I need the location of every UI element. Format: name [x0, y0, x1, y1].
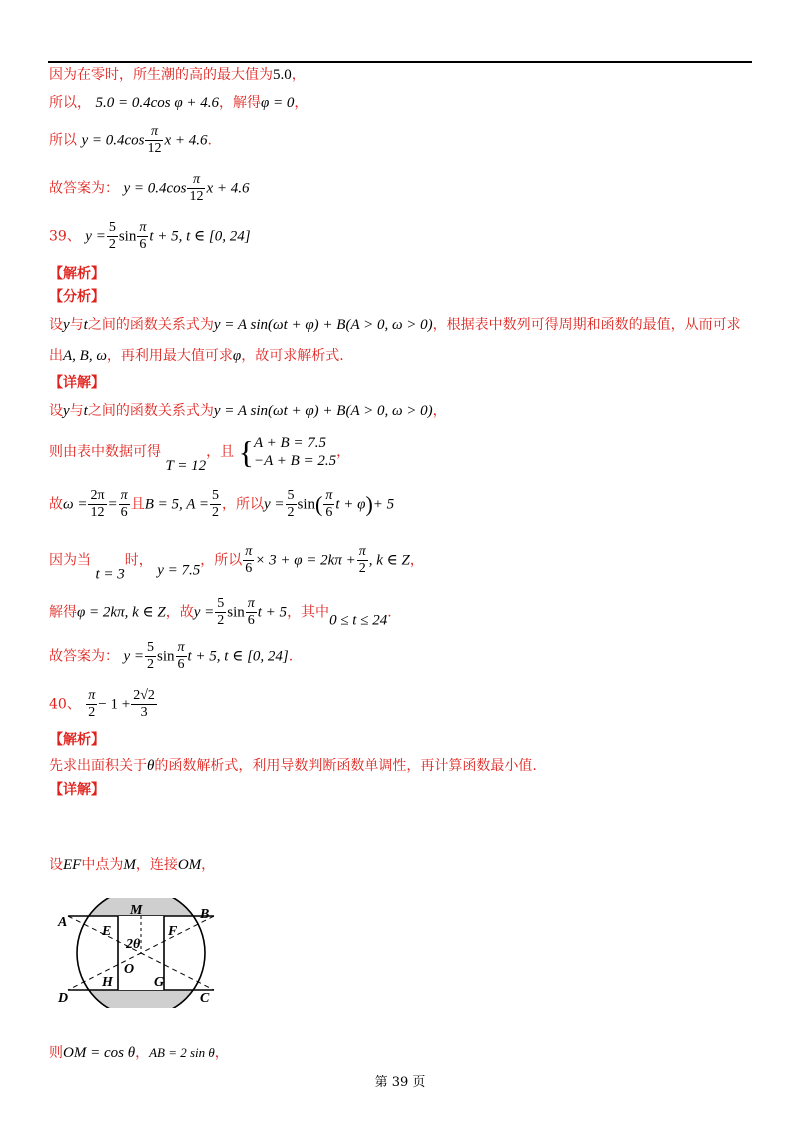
question-number: 39、 — [49, 228, 81, 245]
numerator: π — [120, 488, 128, 503]
math: φ = 0 — [261, 95, 295, 111]
math: = — [107, 496, 118, 513]
line-max-value — [49, 66, 306, 84]
text: 时， — [124, 552, 153, 569]
text: . — [387, 604, 392, 621]
text: ，故 — [165, 604, 194, 621]
numerator: 5 — [146, 640, 154, 655]
denominator: 2 — [287, 505, 295, 520]
denominator: 6 — [120, 505, 128, 520]
numerator: π — [139, 220, 147, 235]
text: ， — [336, 444, 351, 460]
text: 因为在零时，所生潮的高的最大值为 — [49, 67, 273, 83]
math: y = — [123, 648, 144, 665]
xiangjie-line-5 — [49, 596, 392, 630]
numerator: 5 — [211, 488, 219, 503]
label-H: H — [102, 975, 113, 990]
denominator: 2 — [88, 705, 96, 720]
math: , k ∈ Z — [368, 552, 410, 569]
math: sin — [118, 228, 137, 245]
math: 5.0 — [273, 67, 292, 83]
fenxi-line-1 — [49, 316, 741, 334]
denominator: 3 — [140, 705, 148, 720]
text: 设 — [49, 403, 63, 419]
numerator: π — [88, 688, 96, 703]
q39-final-answer — [49, 640, 293, 673]
fraction — [88, 488, 106, 521]
fraction — [286, 488, 297, 521]
fraction — [215, 596, 226, 629]
numerator: π — [145, 124, 163, 141]
denominator: 6 — [245, 561, 253, 576]
numerator: π — [245, 544, 253, 559]
numerator: 5 — [287, 488, 295, 503]
denominator: 2 — [217, 613, 225, 628]
fraction — [187, 172, 205, 205]
denominator: 6 — [177, 657, 185, 672]
text: ，根据表中数列可得周期和函数的最值，从而可求 — [432, 317, 741, 333]
text: ，故可求解析式. — [241, 348, 344, 364]
label-A: A — [58, 915, 68, 930]
xiangjie-line-3 — [49, 488, 394, 521]
text: ，解得 — [219, 95, 261, 111]
paren: ( — [315, 491, 323, 517]
math: y = — [193, 604, 215, 621]
fraction — [131, 688, 157, 721]
math: t + 5, t ∈ [0, 24] — [149, 228, 251, 245]
text: 故答案为： — [49, 180, 119, 197]
fraction — [107, 220, 118, 253]
math: M — [123, 857, 136, 873]
math: EF — [63, 857, 82, 873]
denominator: 12 — [90, 505, 105, 520]
math: t + 5 — [257, 604, 288, 621]
tag-jiexi-40: 【解析】 — [49, 732, 105, 748]
geometry-figure — [56, 898, 226, 1008]
text: . — [207, 132, 212, 149]
text: 所以， — [49, 95, 91, 111]
denominator: 2 — [358, 561, 366, 576]
q40-answer — [49, 688, 158, 721]
text: ， — [409, 552, 424, 569]
text: ，所以 — [200, 552, 243, 569]
text: ，所以 — [221, 496, 264, 513]
math: t + 5, t ∈ [0, 24] — [187, 648, 289, 665]
text: 解得 — [49, 604, 77, 621]
paren: ) — [365, 491, 373, 517]
fraction — [210, 488, 221, 521]
math: − 1 + — [98, 696, 131, 713]
label-angle: 2θ — [126, 937, 141, 952]
math: x + 4.6 — [206, 180, 250, 197]
math: sin — [297, 496, 316, 513]
page-number: 第 39 页 — [374, 1075, 426, 1090]
xiangjie-line-4 — [49, 544, 424, 584]
text: ， — [432, 403, 447, 419]
math: x + 4.6 — [164, 132, 208, 149]
numerator: π — [187, 172, 205, 189]
text: ， — [214, 1045, 229, 1061]
tag-jiexi: 【解析】 — [49, 266, 105, 282]
text: 与 — [69, 317, 84, 333]
math: φ — [232, 348, 242, 364]
label-F: F — [168, 924, 178, 939]
fenxi-line-2 — [49, 347, 344, 365]
numerator: π — [247, 596, 255, 611]
numerator: π — [177, 640, 185, 655]
text: 中点为 — [81, 857, 124, 873]
math: B = 5, A = — [144, 496, 209, 513]
tag-xiangjie: 【详解】 — [49, 375, 105, 391]
math: t — [83, 317, 88, 333]
math: ω = — [63, 496, 88, 513]
denominator: 6 — [139, 237, 147, 252]
math: y = — [85, 228, 106, 245]
text: 故 — [49, 496, 63, 513]
text: . — [288, 648, 294, 665]
text: 所以 — [49, 132, 77, 149]
xiangjie-line-2 — [49, 434, 350, 475]
text: ， — [201, 857, 216, 873]
text: 则由表中数据可得 — [49, 444, 161, 460]
text: 设 — [49, 857, 63, 873]
math: 5.0 = 0.4cos φ + 4.6 — [95, 95, 219, 111]
math: sin — [227, 604, 245, 621]
text: 先求出面积关于 — [49, 758, 147, 774]
denominator: 2 — [108, 237, 116, 252]
xiangjie-40-line-1 — [49, 856, 215, 874]
math: y = — [263, 496, 285, 513]
text: 因为当 — [49, 552, 91, 569]
question-number: 40、 — [49, 696, 81, 713]
label-O: O — [124, 962, 135, 977]
fraction — [119, 488, 130, 521]
header-rule — [48, 61, 752, 63]
numerator: 5 — [217, 596, 225, 611]
math: × 3 + φ = 2kπ + — [255, 552, 356, 569]
equation: −A + B = 2.5 — [253, 453, 337, 469]
denominator: 2 — [146, 657, 154, 672]
fraction — [86, 688, 97, 721]
label-E: E — [102, 924, 112, 939]
fraction — [176, 640, 187, 673]
text: ，且 — [206, 444, 235, 460]
q39-answer — [49, 220, 251, 253]
math: 0 ≤ t ≤ 24 — [329, 612, 388, 629]
label-D: D — [58, 991, 69, 1006]
label-G: G — [154, 975, 165, 990]
numerator: π — [325, 488, 333, 503]
math: t — [83, 403, 88, 419]
text: 设 — [49, 317, 63, 333]
text: 的函数解析式，利用导数判断函数单调性，再计算函数最小值. — [154, 758, 537, 774]
denominator: 6 — [325, 505, 333, 520]
denominator: 12 — [189, 189, 204, 204]
math: y = 7.5 — [157, 562, 201, 579]
equation-system — [254, 434, 336, 470]
math: θ — [147, 758, 155, 774]
brace: { — [238, 434, 254, 470]
text: 且 — [130, 496, 145, 513]
numerator: π — [358, 544, 366, 559]
text: 则 — [49, 1045, 63, 1061]
math: y — [63, 317, 70, 333]
math: A, B, ω — [63, 348, 107, 364]
fraction — [145, 124, 163, 157]
text: ，连接 — [135, 857, 178, 873]
tag-xiangjie-40: 【详解】 — [49, 782, 105, 798]
denominator: 6 — [247, 613, 255, 628]
math: AB = 2 sin θ — [149, 1045, 215, 1060]
math: y — [63, 403, 70, 419]
math: T = 12 — [165, 458, 207, 474]
xiangjie-line-1 — [49, 402, 447, 420]
line-solve-phi — [49, 94, 308, 112]
math: y = A sin(ωt + φ) + B(A > 0, ω > 0) — [213, 317, 433, 333]
math: + 5 — [372, 496, 395, 513]
math: y = A sin(ωt + φ) + B(A > 0, ω > 0) — [213, 403, 433, 419]
fraction — [357, 544, 368, 577]
text: ， — [291, 67, 306, 83]
math: t + φ — [335, 496, 366, 513]
text: 之间的函数关系式为 — [87, 317, 214, 333]
label-C: C — [200, 991, 210, 1006]
fraction — [246, 596, 257, 629]
math: OM = cos θ — [63, 1045, 136, 1061]
text: ， — [135, 1045, 150, 1061]
math: y = 0.4cos — [81, 132, 145, 149]
text: ，其中 — [287, 604, 330, 621]
math: t = 3 — [95, 566, 125, 583]
tag-fenxi: 【分析】 — [49, 289, 105, 305]
numerator: 2√2 — [133, 688, 155, 703]
math: sin — [156, 648, 175, 665]
text: 故答案为： — [49, 648, 119, 665]
equation: A + B = 7.5 — [253, 435, 327, 451]
line-result — [49, 124, 212, 157]
xiangjie-40-line-2 — [49, 1044, 229, 1062]
denominator: 12 — [147, 141, 162, 156]
jiexi-40-text — [49, 757, 537, 775]
fraction — [323, 488, 334, 521]
math: y = 0.4cos — [123, 180, 187, 197]
label-B: B — [200, 907, 210, 922]
text: 出 — [49, 348, 63, 364]
math: φ = 2kπ, k ∈ Z — [77, 604, 166, 621]
fraction — [145, 640, 156, 673]
text: 之间的函数关系式为 — [87, 403, 214, 419]
fraction — [137, 220, 148, 253]
denominator: 2 — [211, 505, 219, 520]
numerator: 2π — [90, 488, 105, 503]
label-M: M — [130, 903, 143, 918]
line-answer-38 — [49, 172, 250, 205]
math: OM — [177, 857, 202, 873]
numerator: 5 — [108, 220, 116, 235]
fraction — [243, 544, 254, 577]
text: ， — [294, 95, 309, 111]
text: ，再利用最大值可求 — [106, 348, 233, 364]
text: 与 — [69, 403, 84, 419]
